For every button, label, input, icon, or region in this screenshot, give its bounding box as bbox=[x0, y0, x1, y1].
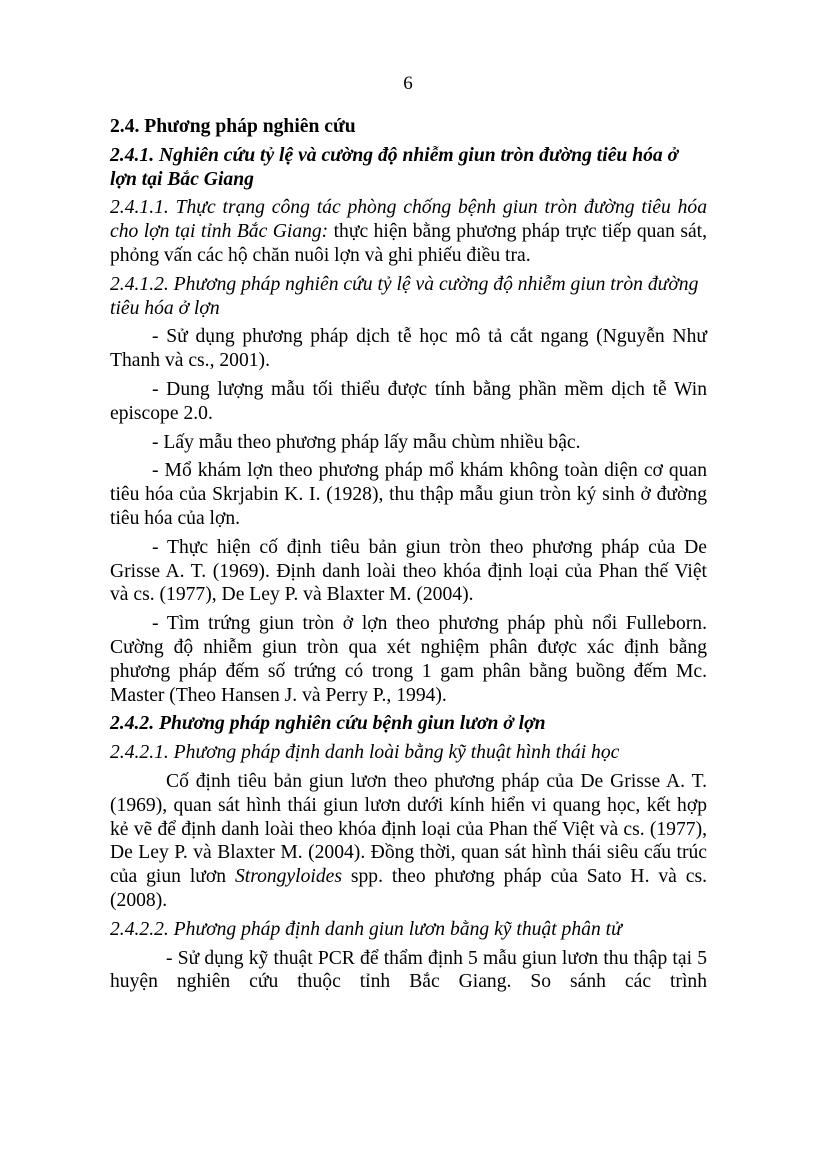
list-item: - Dung lượng mẫu tối thiểu được tính bằng phần mềm dịch tễ Win episcope 2.0. bbox=[110, 378, 707, 424]
list-item: - Thực hiện cố định tiêu bản giun tròn theo phương pháp của De Grisse A. T. (1969). Định danh loài theo khóa định loại của Phan thế Việt và cs. (1977), De Ley P. và Blaxter M. (2004). bbox=[110, 536, 707, 606]
paragraph-text: thực hiện bằng phương pháp trực tiếp quan sát, phỏng vấn các hộ chăn nuôi lợn và ghi phiếu điều tra. bbox=[110, 221, 707, 266]
page-number: 6 bbox=[403, 73, 413, 94]
subsection-heading-2-4-2: 2.4.2. Phương pháp nghiên cứu bệnh giun lươn ở lợn bbox=[110, 713, 546, 735]
section-heading: 2.4. Phương pháp nghiên cứu bbox=[110, 116, 356, 137]
subsubsection-heading-2-4-1-1: 2.4.1.1. Thực trạng công tác phòng chống bệnh giun tròn đường tiêu hóa cho lợn tại tỉnh Bắc Giang: bbox=[110, 197, 707, 243]
paragraph-text: Cố định tiêu bản giun lươn theo phương pháp của De Grisse A. T. (1969), quan sát hình thái giun lươn dưới kính hiển vi quang học, kết hợp kẻ vẽ để định danh loài theo khóa định loại của Phan thế Việt và cs. (1977), De Ley P. và Blaxter M. (2004). Đồng thời, quan sát hình thái siêu cấu trúc của giun lươn bbox=[110, 770, 707, 888]
subsubsection-heading-2-4-1-2: 2.4.1.2. Phương pháp nghiên cứu tỷ lệ và cường độ nhiễm giun tròn đường tiêu hóa ở lợn bbox=[110, 273, 699, 319]
paragraph-2-4-1-1 bbox=[110, 196, 707, 267]
species-name: Strongyloides bbox=[234, 866, 342, 888]
list-item: - Mổ khám lợn theo phương pháp mổ khám không toàn diện cơ quan tiêu hóa của Skrjabin K. I. (1928), thu thập mẫu giun tròn ký sinh ở đường tiêu hóa của lợn. bbox=[110, 460, 707, 529]
paragraph-2-4-2-1 bbox=[110, 770, 707, 913]
subsection-heading-2-4-1: 2.4.1. Nghiên cứu tỷ lệ và cường độ nhiễm giun tròn đường tiêu hóa ở lợn tại Bắc Giang bbox=[110, 144, 679, 190]
subsubsection-heading-2-4-2-2: 2.4.2.2. Phương pháp định danh giun lươn bằng kỹ thuật phân tử bbox=[110, 918, 622, 940]
paragraph-text: spp. theo phương pháp của Sato H. và cs. (2008). bbox=[110, 866, 707, 911]
list-item: - Lấy mẫu theo phương pháp lấy mẫu chùm nhiều bậc. bbox=[152, 431, 581, 453]
list-item: - Sử dụng phương pháp dịch tễ học mô tả cắt ngang (Nguyễn Như Thanh và cs., 2001). bbox=[110, 326, 707, 372]
subsubsection-heading-2-4-2-1: 2.4.2.1. Phương pháp định danh loài bằng kỹ thuật hình thái học bbox=[110, 742, 620, 764]
list-item: - Tìm trứng giun tròn ở lợn theo phương pháp phù nổi Fulleborn. Cường độ nhiễm giun tròn qua xét nghiệm phân được xác định bằng phương pháp đếm số trứng có trong 1 gam phân bằng buồng đếm Mc. Master (Theo Hansen J. và Perry P., 1994). bbox=[110, 613, 707, 706]
paragraph-2-4-2-2: - Sử dụng kỹ thuật PCR để thẩm định 5 mẫu giun lươn thu thập tại 5 huyện nghiên cứu thuộc tỉnh Bắc Giang. So sánh các trình bbox=[110, 947, 707, 993]
document-body bbox=[110, 115, 707, 999]
